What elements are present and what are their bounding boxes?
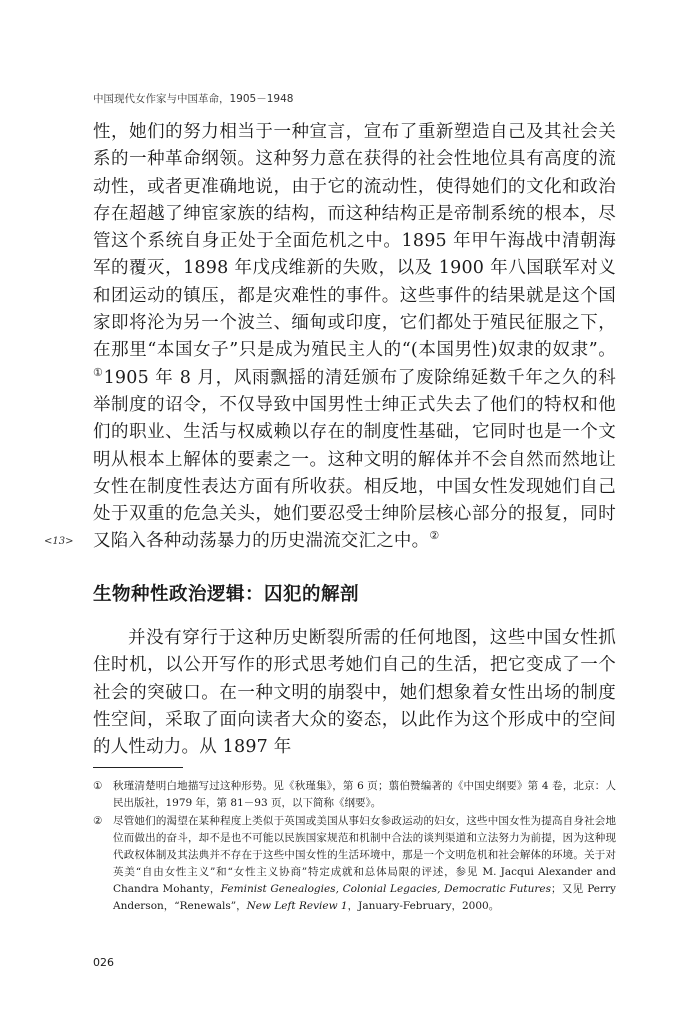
footnote-2-text-c: ，January-February，2000。 — [347, 900, 500, 912]
footnote-2-journal-title: New Left Review 1 — [246, 900, 348, 912]
section-heading: 生物种性政治逻辑：囚犯的解剖 — [93, 584, 360, 605]
footnote-2 — [93, 813, 616, 915]
footnote-divider — [93, 767, 183, 768]
footnote-1 — [93, 778, 616, 812]
paragraph-1 — [93, 119, 616, 556]
running-head: 中国现代女作家与中国革命，1905－1948 — [93, 93, 294, 105]
footnote-2-book-title: Feminist Genealogies, Colonial Legacies, Democratic Futures — [220, 883, 551, 895]
footnote-reference-2[interactable]: ② — [429, 529, 440, 543]
paragraph-2 — [93, 625, 616, 761]
footnote-1-marker: ① — [93, 780, 103, 792]
paragraph-2-text: 并没有穿行于这种历史断裂所需的任何地图，这些中国女性抓住时机，以公开写作的形式思考她们自己的生活，把它变成了一个社会的突破口。在一种文明的崩裂中，她们想象着女性出场的制度性空间，采取了面向读者大众的姿态，以此作为这个形成中的空间的人性动力。从 1897 年 — [93, 628, 616, 758]
footnote-2-marker: ② — [93, 815, 103, 827]
footnote-reference-1[interactable]: ① — [93, 365, 104, 379]
footnote-2-text-b: ；又见 Perry Anderson，“Renewals”， — [113, 883, 616, 912]
paragraph-1-continued: 1905 年 8 月，风雨飘摇的清廷颁布了废除绵延数千年之久的科举制度的诏令，不仅导致中国男性士绅正式失去了他们的特权和他们的职业、生活与权威赖以存在的制度性基础，它同时也是一个文明从根本上解体的要素之一。这种文明的解体并不会自然而然地让女性在制度性表达方面有所收获。相反地，中国女性发现她们自己处于双重的危急关头，她们要忍受士绅阶层核心部分的报复，同时又陷入各种动荡暴力的历史湍流交汇之中。 — [93, 367, 616, 552]
footnote-1-text: 秋瑾清楚明白地描写过这种形势。见《秋瑾集》，第 6 页；翦伯赞编著的《中国史纲要》第 4 卷，北京：人民出版社，1979 年，第 81－93 页，以下简称《纲要》。 — [113, 780, 616, 809]
paragraph-1-text: 性，她们的努力相当于一种宣言，宣布了重新塑造自己及其社会关系的一种革命纲领。这种努力意在获得的社会性地位具有高度的流动性，或者更准确地说，由于它的流动性，使得她们的文化和政治存在超越了绅宦家族的结构，而这种结构正是帝制系统的根本，尽管这个系统自身正处于全面危机之中。1895 年甲午海战中清朝海军的覆灭，1898 年戊戌维新的失败，以及 1900 年八国联军对义和团运动的镇压，都是灾难性的事件。这些事件的结果就是这个国家即将沦为另一个波兰、缅甸或印度，它们都处于殖民征服之下，在那里“本国女子”只是成为殖民主人的“(本国男性)奴隶的奴隶”。 — [93, 122, 616, 361]
page-number: 026 — [93, 956, 114, 969]
footnotes — [93, 778, 616, 916]
footnote-2-text-a: 尽管她们的渴望在某种程度上类似于英国或美国从事妇女参政运动的妇女，这些中国女性为提高自身社会地位而做出的奋斗，却不是也不可能以民族国家规范和机制中合法的谈判渠道和立法努力为前提，因为这种现代政权体制及其法典并不存在于这些中国女性的生活环境中，那是一个文明危机和社会解体的环境。关于对英美“自由女性主义”和“女性主义协商”特定成就和总体局限的评述，参见 M. Jacqui Alexander and Chandra Mohanty， — [113, 815, 616, 895]
margin-page-marker: <13> — [44, 536, 74, 547]
